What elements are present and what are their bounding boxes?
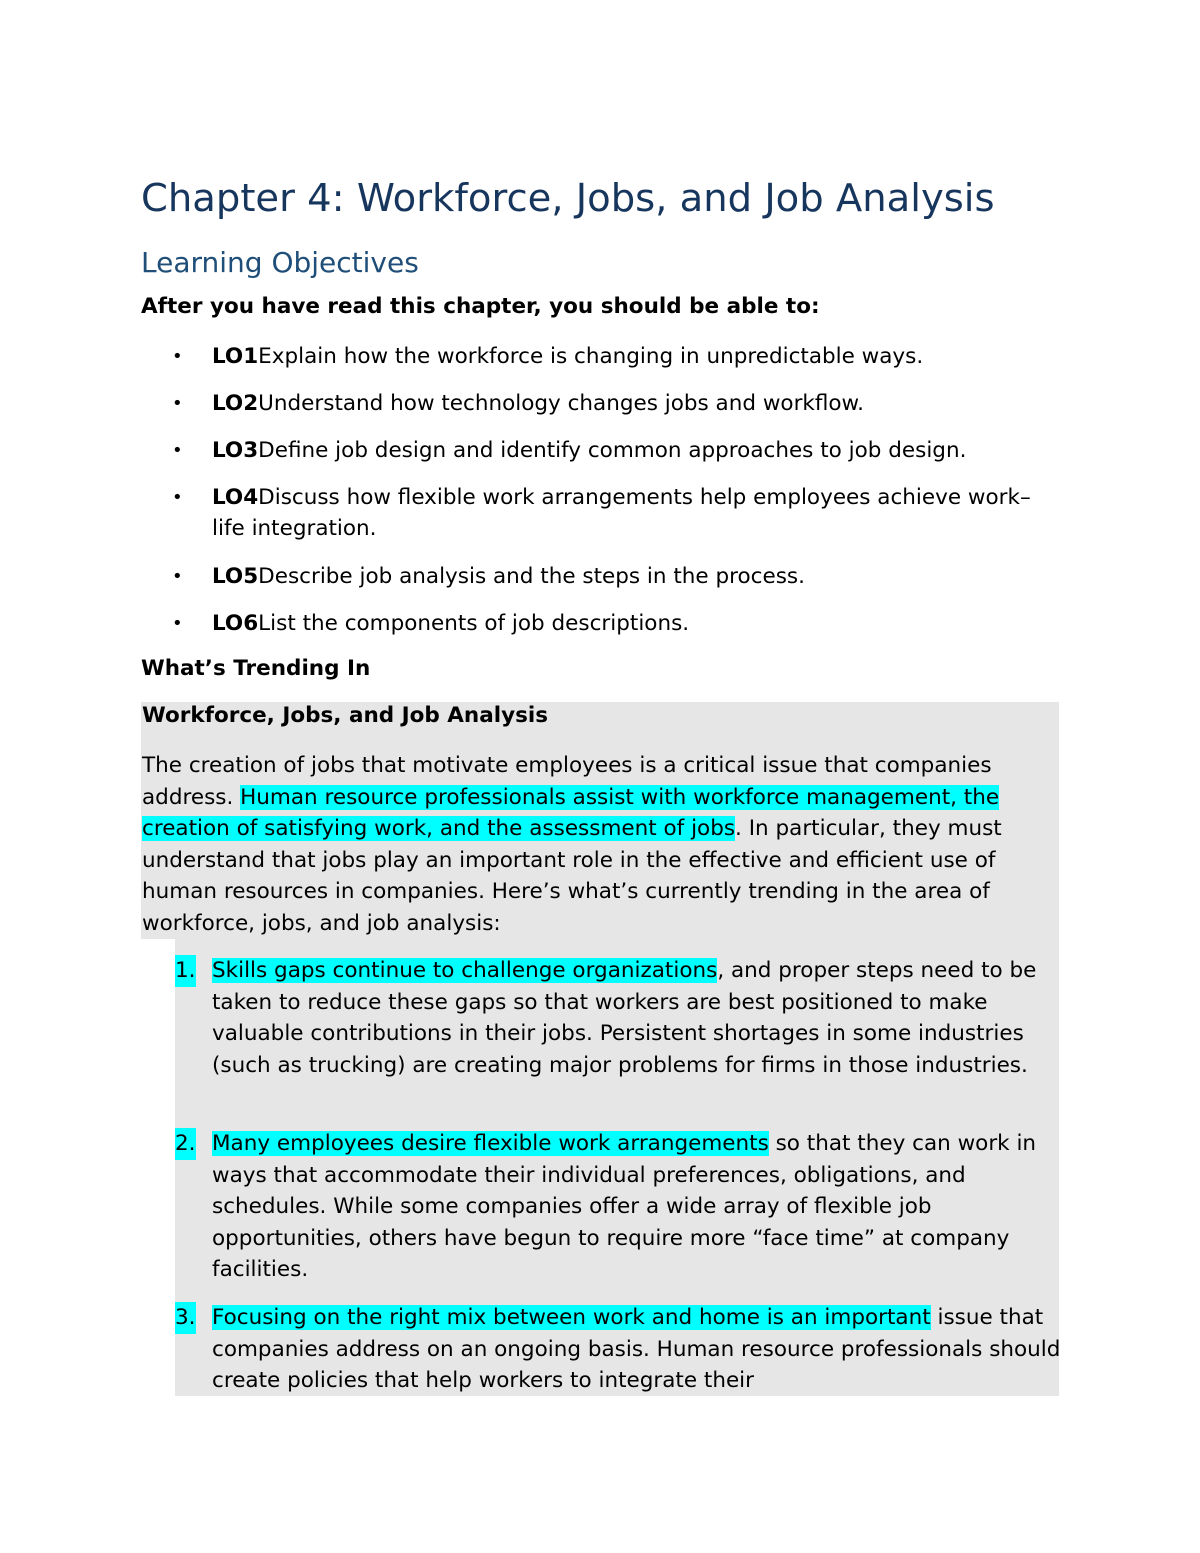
learning-objective-item bbox=[172, 482, 1062, 544]
objective-code: LO5 bbox=[212, 564, 259, 589]
trending-box-title: Workforce, Jobs, and Job Analysis bbox=[142, 703, 549, 728]
objective-code: LO4 bbox=[212, 485, 259, 510]
learning-objective-item bbox=[172, 608, 1062, 639]
trending-list-item bbox=[175, 1302, 1072, 1397]
objective-text: Define job design and identify common approaches to job design. bbox=[258, 438, 967, 463]
objective-text: List the components of job descriptions. bbox=[258, 611, 690, 636]
trending-heading: What’s Trending In bbox=[141, 656, 371, 681]
objective-text: Describe job analysis and the steps in the process. bbox=[258, 564, 805, 589]
bullet-icon: • bbox=[172, 440, 183, 461]
learning-objectives-heading: Learning Objectives bbox=[141, 246, 419, 279]
learning-objective-item bbox=[172, 388, 1062, 419]
trending-list-item bbox=[175, 1128, 1072, 1286]
item-highlight: Many employees desire flexible work arrangements bbox=[212, 1131, 769, 1156]
item-text: , and proper steps need to be taken to reduce these gaps so that workers are best positioned to make valuable contributions in their jobs. Persistent shortages in some industries (such as trucking) are creating major problems for firms in those industries. bbox=[212, 958, 1037, 1078]
item-number: 1. bbox=[175, 955, 196, 987]
trending-intro-paragraph bbox=[142, 750, 1067, 939]
learning-objective-item bbox=[172, 435, 1062, 466]
bullet-icon: • bbox=[172, 346, 183, 367]
objective-text: Understand how technology changes jobs and workflow. bbox=[258, 391, 865, 416]
item-highlight: Focusing on the right mix between work and home is an important bbox=[212, 1305, 931, 1330]
objective-code: LO1 bbox=[212, 344, 259, 369]
intro-highlight: Human resource professionals assist with workforce management, the creation of satisfying work, and the assessment of jobs bbox=[142, 784, 1000, 841]
objective-text: Explain how the workforce is changing in unpredictable ways. bbox=[258, 344, 924, 369]
item-text: issue that companies address on an ongoing basis. Human resource professionals should create policies that help workers to integrate their bbox=[212, 1305, 1061, 1393]
item-number: 3. bbox=[175, 1302, 196, 1334]
intro-text: . In particular, they must understand that jobs play an important role in the effective and efficient use of human resources in companies. Here’s what’s currently trending in the area of workforce, jobs, and job analysis: bbox=[142, 816, 1002, 936]
learning-objective-item bbox=[172, 341, 1062, 372]
item-text: so that they can work in ways that accommodate their individual preferences, obligations, and schedules. While some companies offer a wide array of flexible job opportunities, others have begun to require more “face time” at company facilities. bbox=[212, 1131, 1037, 1282]
objective-text: Discuss how flexible work arrangements help employees achieve work–life integration. bbox=[212, 485, 1031, 541]
objective-code: LO3 bbox=[212, 438, 259, 463]
bullet-icon: • bbox=[172, 566, 183, 587]
intro-text: The creation of jobs that motivate employees is a critical issue that companies address. bbox=[142, 753, 992, 810]
learning-objective-item bbox=[172, 561, 1062, 592]
learning-objectives-intro: After you have read this chapter, you should be able to: bbox=[141, 294, 820, 319]
chapter-title: Chapter 4: Workforce, Jobs, and Job Analysis bbox=[141, 176, 995, 221]
bullet-icon: • bbox=[172, 487, 183, 508]
bullet-icon: • bbox=[172, 393, 183, 414]
item-number: 2. bbox=[175, 1128, 196, 1160]
item-highlight: Skills gaps continue to challenge organizations bbox=[212, 958, 718, 983]
trending-list-item bbox=[175, 955, 1072, 1081]
objective-code: LO6 bbox=[212, 611, 259, 636]
objective-code: LO2 bbox=[212, 391, 259, 416]
bullet-icon: • bbox=[172, 613, 183, 634]
